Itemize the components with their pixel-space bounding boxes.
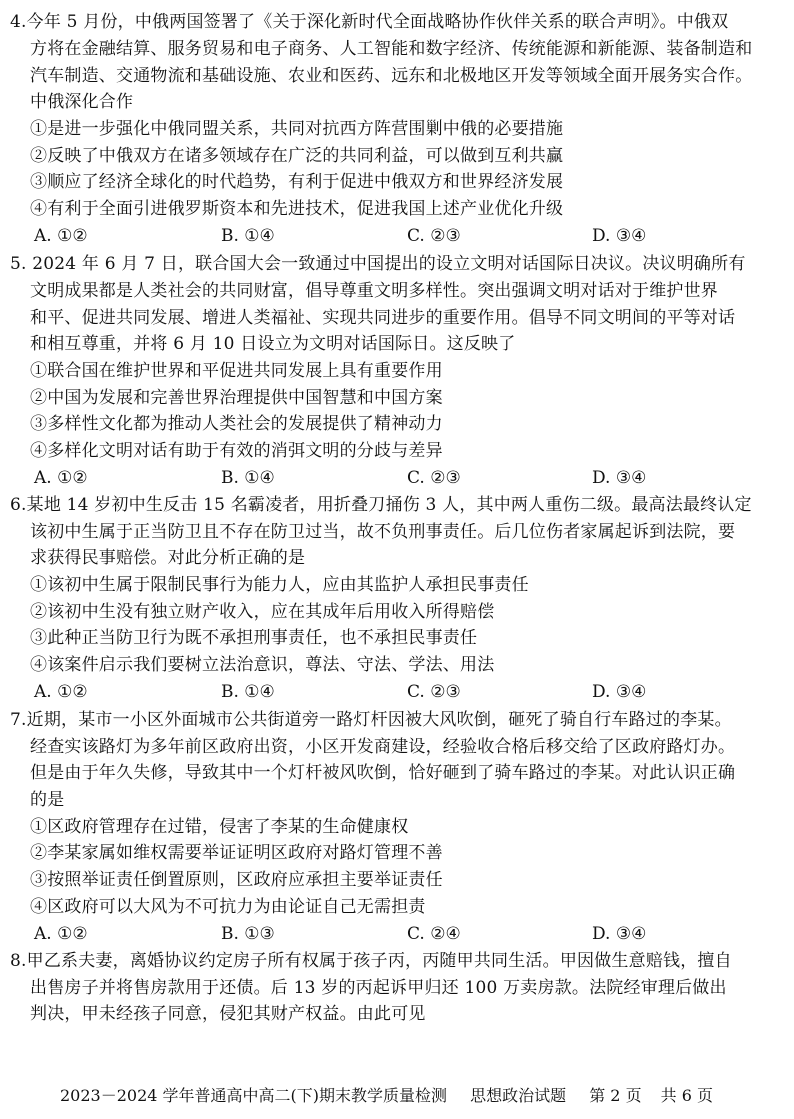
question-4-option-b: B. ①④ (221, 226, 275, 246)
question-5-option-a: A. ①② (34, 468, 88, 488)
question-5-option-b: B. ①④ (221, 468, 275, 488)
question-4-line-4: 中俄深化合作 (30, 92, 134, 112)
question-6-option-c: C. ②③ (407, 682, 461, 702)
question-7-option-b: B. ①③ (221, 924, 275, 944)
question-7-option-c: C. ②④ (407, 924, 461, 944)
question-4-statement-2: ②反映了中俄双方在诸多领域存在广泛的共同利益，可以做到互利共赢 (30, 146, 564, 166)
question-5-statement-1: ①联合国在维护世界和平促进共同发展上具有重要作用 (30, 361, 443, 381)
question-7-statement-1: ①区政府管理存在过错，侵害了李某的生命健康权 (30, 817, 409, 837)
question-8-line-2: 出售房子并将售房款用于还债。后 13 岁的丙起诉甲归还 100 万卖房款。法院经审理后做出 (30, 978, 727, 998)
question-7-statement-2: ②李某家属如维权需要举证证明区政府对路灯管理不善 (30, 843, 443, 863)
question-4-statement-1: ①是进一步强化中俄同盟关系，共同对抗西方阵营围剿中俄的必要措施 (30, 119, 564, 139)
footer-page-number: 第 2 页 (589, 1086, 642, 1105)
question-8-line-1: 8.甲乙系夫妻，离婚协议约定房子所有权属于孩子丙，丙随甲共同生活。甲因做生意赔钱，擅自 (10, 951, 732, 971)
question-7-statement-3: ③按照举证责任倒置原则，区政府应承担主要举证责任 (30, 870, 443, 890)
question-6-line-1: 6.某地 14 岁初中生反击 15 名霸凌者，用折叠刀捅伤 3 人，其中两人重伤二级。最高法最终认定 (10, 495, 752, 515)
question-6-statement-3: ③此种正当防卫行为既不承担刑事责任，也不承担民事责任 (30, 628, 478, 648)
footer-total-pages: 共 6 页 (660, 1086, 714, 1105)
question-8-line-3: 判决，甲未经孩子同意，侵犯其财产权益。由此可见 (30, 1004, 426, 1024)
question-6-line-3: 求获得民事赔偿。对此分析正确的是 (30, 548, 306, 568)
question-4-line-3: 汽车制造、交通物流和基础设施、农业和医药、远东和北极地区开发等领域全面开展务实合作。 (30, 66, 753, 86)
question-7-line-2: 经查实该路灯为多年前区政府出资，小区开发商建设，经验收合格后移交给了区政府路灯办。 (30, 737, 736, 757)
question-4-statement-4: ④有利于全面引进俄罗斯资本和先进技术，促进我国上述产业优化升级 (30, 199, 564, 219)
question-6-option-d: D. ③④ (592, 682, 647, 702)
page-footer (60, 1086, 760, 1106)
question-7-statement-4: ④区政府可以大风为不可抗力为由论证自己无需担责 (30, 897, 426, 917)
question-7-option-d: D. ③④ (592, 924, 647, 944)
question-4-line-2: 方将在金融结算、服务贸易和电子商务、人工智能和数字经济、传统能源和新能源、装备制造和 (30, 39, 753, 59)
question-5-option-d: D. ③④ (592, 468, 647, 488)
question-5-option-c: C. ②③ (407, 468, 461, 488)
question-6-statement-4: ④该案件启示我们要树立法治意识，尊法、守法、学法、用法 (30, 655, 495, 675)
question-5-line-2: 文明成果都是人类社会的共同财富，倡导尊重文明多样性。突出强调文明对话对于维护世界 (30, 281, 718, 301)
question-5-statement-2: ②中国为发展和完善世界治理提供中国智慧和中国方案 (30, 388, 443, 408)
question-5-line-1: 5. 2024 年 6 月 7 日，联合国大会一致通过中国提出的设立文明对话国际日决议。决议明确所有 (10, 254, 746, 274)
question-5-line-3: 和平、促进共同发展、增进人类福祉、实现共同进步的重要作用。倡导不同文明间的平等对话 (30, 308, 736, 328)
question-5-statement-4: ④多样化文明对话有助于有效的消弭文明的分歧与差异 (30, 441, 443, 461)
question-6-option-a: A. ①② (34, 682, 88, 702)
question-4-line-1: 4.今年 5 月份，中俄两国签署了《关于深化新时代全面战略协作伙伴关系的联合声明》。中俄双 (10, 12, 729, 32)
question-4-statement-3: ③顺应了经济全球化的时代趋势，有利于促进中俄双方和世界经济发展 (30, 172, 564, 192)
footer-subject: 思想政治试题 (470, 1086, 567, 1105)
question-4-option-d: D. ③④ (592, 226, 647, 246)
question-6-option-b: B. ①④ (221, 682, 275, 702)
question-7-line-4: 的是 (30, 790, 65, 810)
question-7-line-1: 7.近期，某市一小区外面城市公共街道旁一路灯杆因被大风吹倒，砸死了骑自行车路过的李某。 (10, 710, 732, 730)
footer-exam-title: 2023－2024 学年普通高中高二(下)期末教学质量检测 (60, 1086, 448, 1105)
question-4-option-c: C. ②③ (407, 226, 461, 246)
question-6-line-2: 该初中生属于正当防卫且不存在防卫过当，故不负刑事责任。后几位伤者家属起诉到法院，要 (30, 522, 736, 542)
question-6-statement-1: ①该初中生属于限制民事行为能力人，应由其监护人承担民事责任 (30, 575, 529, 595)
question-4-option-a: A. ①② (34, 226, 88, 246)
question-7-option-a: A. ①② (34, 924, 88, 944)
question-5-line-4: 和相互尊重，并将 6 月 10 日设立为文明对话国际日。这反映了 (30, 334, 516, 354)
question-5-statement-3: ③多样性文化都为推动人类社会的发展提供了精神动力 (30, 414, 443, 434)
question-6-statement-2: ②该初中生没有独立财产收入，应在其成年后用收入所得赔偿 (30, 602, 495, 622)
question-7-line-3: 但是由于年久失修，导致其中一个灯杆被风吹倒，恰好砸到了骑车路过的李某。对此认识正确 (30, 763, 736, 783)
